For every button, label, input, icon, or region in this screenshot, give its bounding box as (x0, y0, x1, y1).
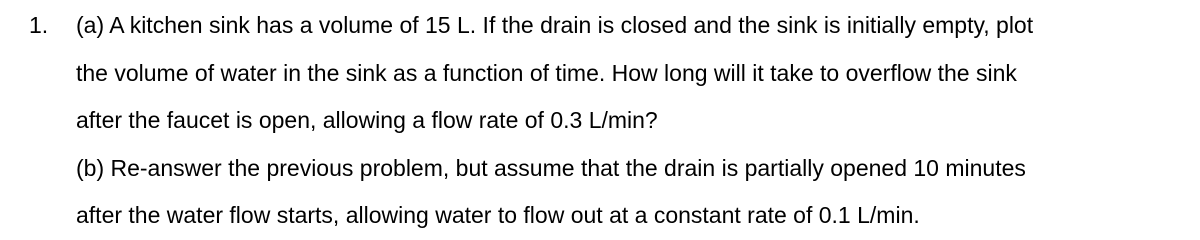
part-a-line-1: (a) A kitchen sink has a volume of 15 L. If the drain is closed and the sink is initially empty, plot (76, 12, 1034, 38)
part-b-line-1: (b) Re-answer the previous problem, but assume that the drain is partially opened 10 minutes (76, 155, 1026, 181)
problem-number: 1. (29, 12, 49, 38)
part-b-line-2: after the water flow starts, allowing water to flow out at a constant rate of 0.1 L/min. (76, 202, 920, 228)
part-a-line-3: after the faucet is open, allowing a flow rate of 0.3 L/min? (76, 107, 658, 133)
part-a-line-2: the volume of water in the sink as a function of time. How long will it take to overflow the sink (76, 60, 1017, 86)
